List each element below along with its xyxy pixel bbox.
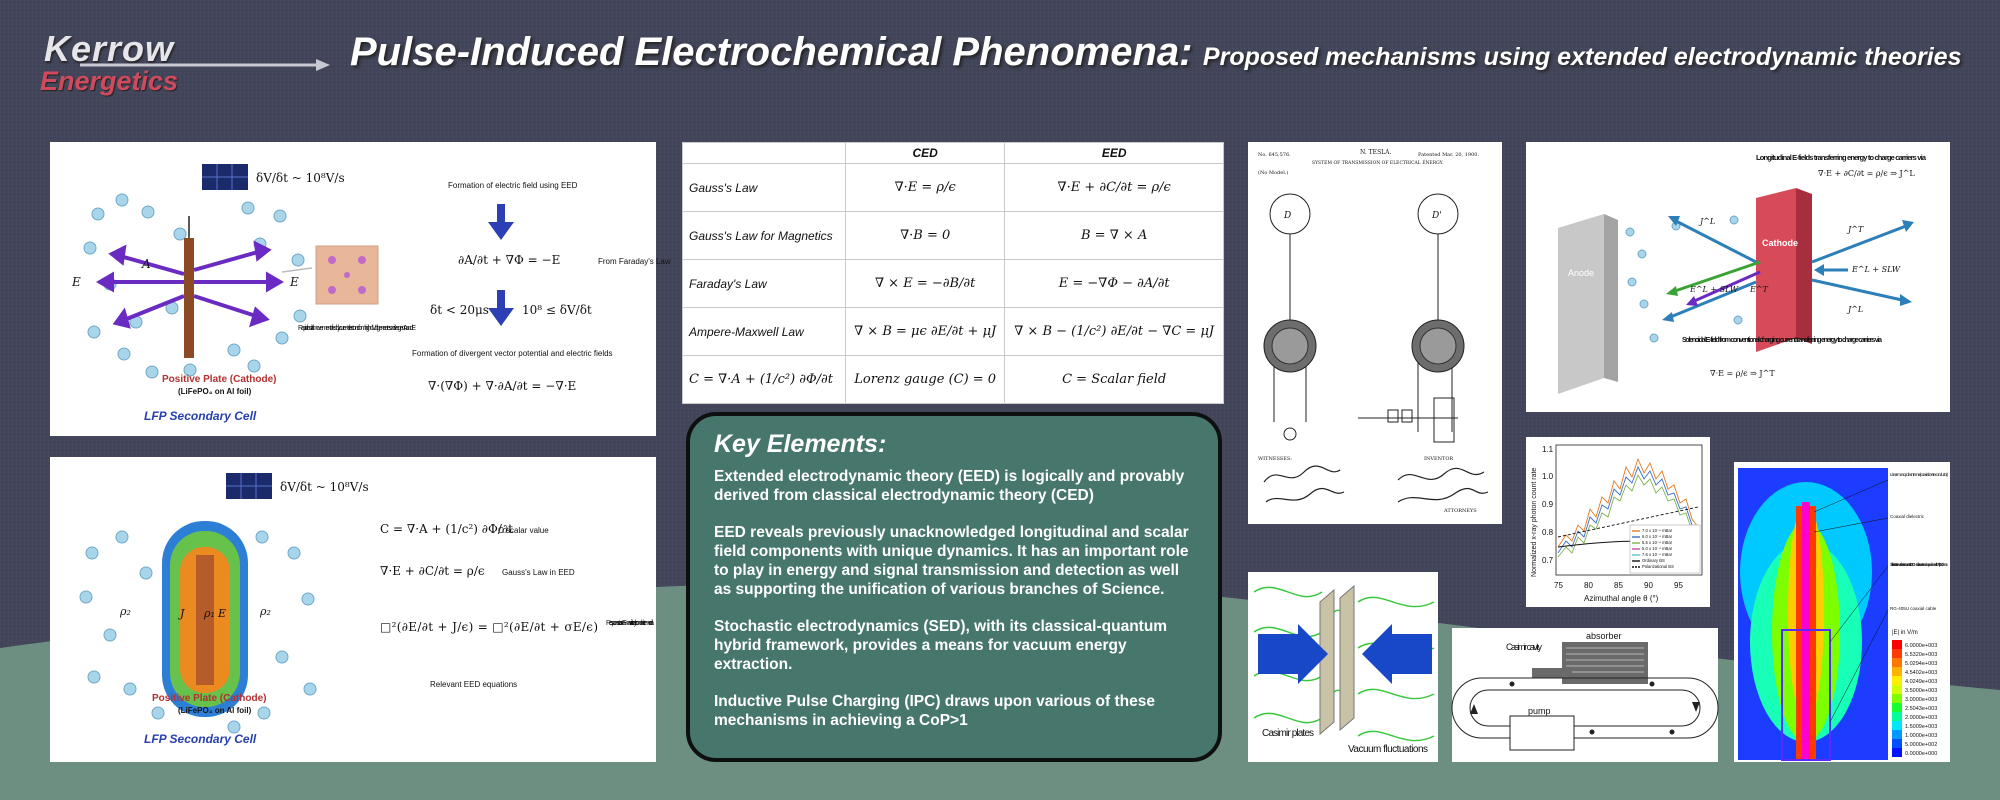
legend-swatch	[1892, 685, 1902, 694]
dt-label: δt < 20μs	[430, 303, 489, 317]
panel-eed-equations	[50, 457, 656, 762]
jl-bottom: J^L	[1848, 305, 1864, 314]
patent-inventor-label: INVENTOR	[1424, 456, 1454, 462]
legend-swatch	[1892, 721, 1902, 730]
tesla-patent-drawing	[1248, 142, 1502, 524]
eed-cell: ∇·E + ∂C/∂t = ρ/ϵ	[1005, 164, 1224, 212]
anode-cathode-figure	[1526, 142, 1950, 412]
plate-sub: (LiFePO₄ on Al foil)	[178, 387, 252, 396]
dv-label-2: δV/δt ~ 10⁸V/s	[280, 480, 369, 494]
legend-value: 5.0000e+002	[1905, 742, 1938, 748]
top-equation: ∇·E + ∂C/∂t = ρ/ϵ ⇒ J^L	[1818, 169, 1915, 178]
field-formation-figure	[50, 142, 671, 436]
legend-swatch	[1892, 649, 1902, 658]
ced-cell: ∇ × E = −∂B/∂t	[846, 260, 1005, 308]
xray-xtick: 95	[1674, 581, 1683, 590]
table-row	[683, 308, 1224, 356]
bottom-equation: ∇·E = ρ/ϵ ⇒ J^T	[1710, 369, 1775, 378]
table-header: CED	[846, 143, 1005, 164]
legend-value: 2.0000e+003	[1905, 715, 1938, 721]
xray-ytick: 0.7	[1542, 556, 1554, 565]
divergent-caption: Formation of divergent vector potential and electric fields	[412, 349, 613, 358]
xray-xtick: 75	[1554, 581, 1563, 590]
panel-anode-cathode	[1526, 142, 1950, 412]
key-paragraph: Stochastic electrodynamics (SED), with its classical-quantum hybrid framework, provides a means for vacuum energy extraction.	[714, 618, 1168, 673]
xray-xtick: 85	[1614, 581, 1623, 590]
xray-legend-item: 5.5 x 10⁻⁴ mBar	[1642, 540, 1673, 545]
antenna-note-1: Linear monopole antenna (coaxial centre conductor)	[1890, 472, 1948, 477]
vector-j: J	[180, 607, 185, 620]
casimir-plates-label: Casimir plates	[1262, 728, 1314, 739]
vacuum-fluctuations-label: Vacuum fluctuations	[1348, 744, 1428, 755]
legend-swatch	[1892, 640, 1902, 649]
legend-value: 5.0294e+003	[1905, 661, 1938, 667]
xray-legend-item: 5.0 x 10⁻⁴ mBar	[1642, 546, 1673, 551]
bottom-note: Solenoidal E-field from conventional charging current transferring energy to charge carriers via	[1682, 337, 1882, 344]
xray-xtick: 90	[1644, 581, 1653, 590]
row-label: Gauss's Law for Magnetics	[683, 212, 846, 260]
patent-witnesses: WITNESSES:	[1258, 456, 1292, 462]
xray-ytick: 0.9	[1542, 500, 1554, 509]
panel-tesla-patent	[1248, 142, 1502, 524]
key-paragraph: EED reveals previously unacknowledged longitudinal and scalar field components with unique dynamics. It has an important role to play in energy and signal transmission and detection as well as supporting the unification of various branches of Science.	[714, 524, 1189, 598]
slw-left: E^L + SLW	[1690, 285, 1738, 294]
legend-swatch	[1892, 730, 1902, 739]
key-elements-title: Key Elements:	[714, 430, 887, 458]
legend-value: 4.0249e+003	[1905, 679, 1938, 685]
absorber-label: absorber	[1586, 631, 1622, 641]
dv-inequality: 10⁸ ≤ δV/δt	[522, 303, 592, 317]
panel-antenna-simulation	[1734, 462, 1950, 762]
vector-e-left: E	[72, 275, 81, 289]
legend-value: 3.0000e+003	[1905, 697, 1938, 703]
poster-title	[350, 30, 1962, 75]
xray-ylabel: Normalized x-ray photon count rate	[1531, 467, 1538, 577]
row-label: C = ∇·A + (1/c²) ∂Φ/∂t	[683, 356, 846, 404]
jt-right: J^T	[1848, 225, 1864, 234]
legend-swatch	[1892, 676, 1902, 685]
eed-cell: E = −∇Φ − ∂A/∂t	[1005, 260, 1224, 308]
legend-value: 6.0000e+003	[1905, 643, 1938, 649]
legend-swatch	[1892, 748, 1902, 757]
vector-a-label: A	[142, 257, 151, 271]
legend-swatch	[1892, 712, 1902, 721]
plate-sub-2: (LiFePO₄ on Al foil)	[178, 706, 252, 715]
field-formation-caption: Formation of electric field using EED	[448, 181, 578, 190]
xray-ytick: 1.0	[1542, 472, 1554, 481]
legend-value: 4.5402e+003	[1905, 670, 1938, 676]
logo-word-energetics: Energetics	[40, 66, 179, 96]
xray-legend-item: 7.0 x 10⁻⁴ mBar	[1642, 528, 1673, 533]
antenna-note-2: Coaxial dielectric	[1890, 514, 1925, 519]
ced-cell: ∇ × B = μϵ ∂E/∂t + μJ	[846, 308, 1005, 356]
plate-label-2: Positive Plate (Cathode)	[152, 693, 267, 704]
ced-eed-table	[682, 142, 1224, 404]
logo-word-kerrow: Kerrow	[44, 28, 175, 69]
wave-equation: □²(∂E/∂t + J/ϵ) = □²(∂E/∂t + σE/ϵ)	[380, 620, 598, 634]
relevant-caption: Relevant EED equations	[430, 680, 518, 689]
antenna-note-3: Skirt balun to attenuate the return current at 8.03GHz with an antenna impedance of 49.7+j0.24 ohms	[1890, 562, 1949, 567]
jl-top: J^L	[1700, 217, 1716, 226]
cathode-label: Cathode	[1762, 238, 1798, 248]
table-header-row	[683, 143, 1224, 164]
ced-cell: Lorenz gauge (C) = 0	[846, 356, 1005, 404]
c-note: C scalar value	[498, 526, 549, 535]
signature-witness-2	[1266, 489, 1344, 502]
company-logo	[40, 28, 300, 98]
legend-swatch	[1892, 667, 1902, 676]
legend-swatch	[1892, 703, 1902, 712]
plate-label: Positive Plate (Cathode)	[162, 374, 277, 385]
patent-number: No. 645,576.	[1258, 152, 1291, 158]
key-elements-box	[686, 412, 1222, 762]
table-row	[683, 356, 1224, 404]
title-subtitle: Proposed mechanisms using extended electrodynamic theories	[1202, 43, 1962, 71]
xray-legend-item: 6.0 x 10⁻⁴ mBar	[1642, 534, 1673, 539]
ced-cell: ∇·B = 0	[846, 212, 1005, 260]
row-label: Ampere-Maxwell Law	[683, 308, 846, 356]
table-header	[683, 143, 846, 164]
legend-value: 3.5000e+003	[1905, 688, 1938, 694]
et-label: E^T	[1750, 285, 1768, 294]
rho2-right: ρ₂	[260, 605, 271, 618]
row-label: Gauss's Law	[683, 164, 846, 212]
legend-swatch	[1892, 658, 1902, 667]
xray-ytick: 0.8	[1542, 528, 1554, 537]
eed-cell: C = Scalar field	[1005, 356, 1224, 404]
cell-label: LFP Secondary Cell	[144, 409, 257, 423]
legend-value: 1.0000e+003	[1905, 733, 1938, 739]
faraday-note: From Faraday's Law	[598, 257, 671, 266]
faraday-equation: ∂A/∂t + ∇Φ = −E	[458, 253, 561, 267]
patent-label-d: D	[1284, 211, 1292, 221]
patent-model: (No Model.)	[1258, 170, 1289, 176]
panel-casimir-cavity	[1452, 628, 1718, 762]
antenna-legend-title: |E| in V/m	[1892, 630, 1918, 636]
legend-value: 2.5043e+003	[1905, 706, 1938, 712]
casimir-plates-figure	[1248, 572, 1438, 762]
patent-inventor: N. TESLA.	[1360, 149, 1392, 156]
legend-swatch	[1892, 694, 1902, 703]
title-main: Pulse-Induced Electrochemical Phenomena:	[350, 30, 1193, 74]
legend-value: 1.5009e+003	[1905, 724, 1938, 730]
pump-label: pump	[1528, 706, 1551, 716]
casimir-cavity-figure	[1452, 628, 1718, 762]
table-row	[683, 260, 1224, 308]
panel-eed-field-formation	[50, 142, 671, 436]
dv-label: δV/δt ~ 10⁸V/s	[256, 171, 345, 185]
table-row	[683, 164, 1224, 212]
legend-swatch	[1892, 739, 1902, 748]
panel-xray-chart	[1526, 437, 1710, 607]
gauss-note: Gauss's Law in EED	[502, 568, 575, 577]
cell-label-2: LFP Secondary Cell	[144, 732, 257, 746]
antenna-field-figure	[1734, 462, 1950, 762]
xray-xlabel: Azimuthal angle θ (°)	[1584, 594, 1659, 603]
table-row	[683, 212, 1224, 260]
eed-equations-figure	[50, 457, 656, 762]
gauss-equation: ∇·E + ∂C/∂t = ρ/ϵ	[380, 564, 485, 578]
ced-cell: ∇·E = ρ/ϵ	[846, 164, 1005, 212]
xray-chart	[1526, 437, 1710, 607]
key-paragraph: Extended electrodynamic theory (EED) is logically and provably derived from classical electrodynamic theory (CED)	[714, 468, 1185, 504]
eed-cell: B = ∇ × A	[1005, 212, 1224, 260]
c-equation: C = ∇·A + (1/c²) ∂Φ/∂t	[380, 522, 513, 536]
patent-title: SYSTEM OF TRANSMISSION OF ELECTRICAL ENERGY.	[1312, 161, 1444, 166]
patent-label-d2: D'	[1432, 211, 1442, 221]
table-header: EED	[1005, 143, 1224, 164]
legend-value: 5.5320e+003	[1905, 652, 1938, 658]
anode-label: Anode	[1568, 268, 1595, 278]
panel-casimir-plates	[1248, 572, 1438, 762]
patent-attorneys: ATTORNEYS	[1444, 508, 1477, 514]
vector-e-right: E	[290, 275, 299, 289]
xray-ytick: 1.1	[1542, 445, 1554, 454]
antenna-note-4: RG-405U coaxial cable	[1890, 606, 1937, 611]
legend-value: 0.0000e+000	[1905, 751, 1938, 757]
xray-legend-item: Ordinary BS	[1642, 558, 1665, 563]
cavity-label: Casimir cavity	[1506, 642, 1542, 652]
vector-e: E	[218, 607, 227, 620]
row-label: Faraday's Law	[683, 260, 846, 308]
top-note: Longitudinal E-fields transferring energy to charge carriers via	[1756, 153, 1926, 162]
signature-attorney	[1398, 489, 1488, 502]
signature-witness	[1264, 466, 1340, 482]
wave-note: Response to an E-wave in linearly conductive media	[606, 620, 654, 627]
key-paragraph: Inductive Pulse Charging (IPC) draws upon various of these mechanisms in achieving a CoP>1	[714, 693, 1155, 729]
panel-ced-eed-table	[682, 142, 1224, 404]
eddy-note: Rapid radial movement of eddy current electrons from high dV/dt generates a divergent A and E	[298, 325, 416, 332]
patent-date: Patented Mar. 20, 1900.	[1418, 152, 1480, 158]
xray-xtick: 80	[1584, 581, 1593, 590]
rho1-label: ρ₁	[204, 607, 215, 620]
slw-right: E^L + SLW	[1852, 265, 1900, 274]
eed-cell: ∇ × B − (1/c²) ∂E/∂t − ∇C = μJ	[1005, 308, 1224, 356]
xray-legend-item: Polarizational BS	[1642, 564, 1674, 569]
xray-legend-item: 7.6 x 10⁻⁴ mBar	[1642, 552, 1673, 557]
rho2-left: ρ₂	[120, 605, 131, 618]
signature-inventor	[1398, 468, 1484, 480]
divergence-equation: ∇·(∇Φ) + ∇·∂A/∂t = −∇·E	[428, 379, 577, 393]
